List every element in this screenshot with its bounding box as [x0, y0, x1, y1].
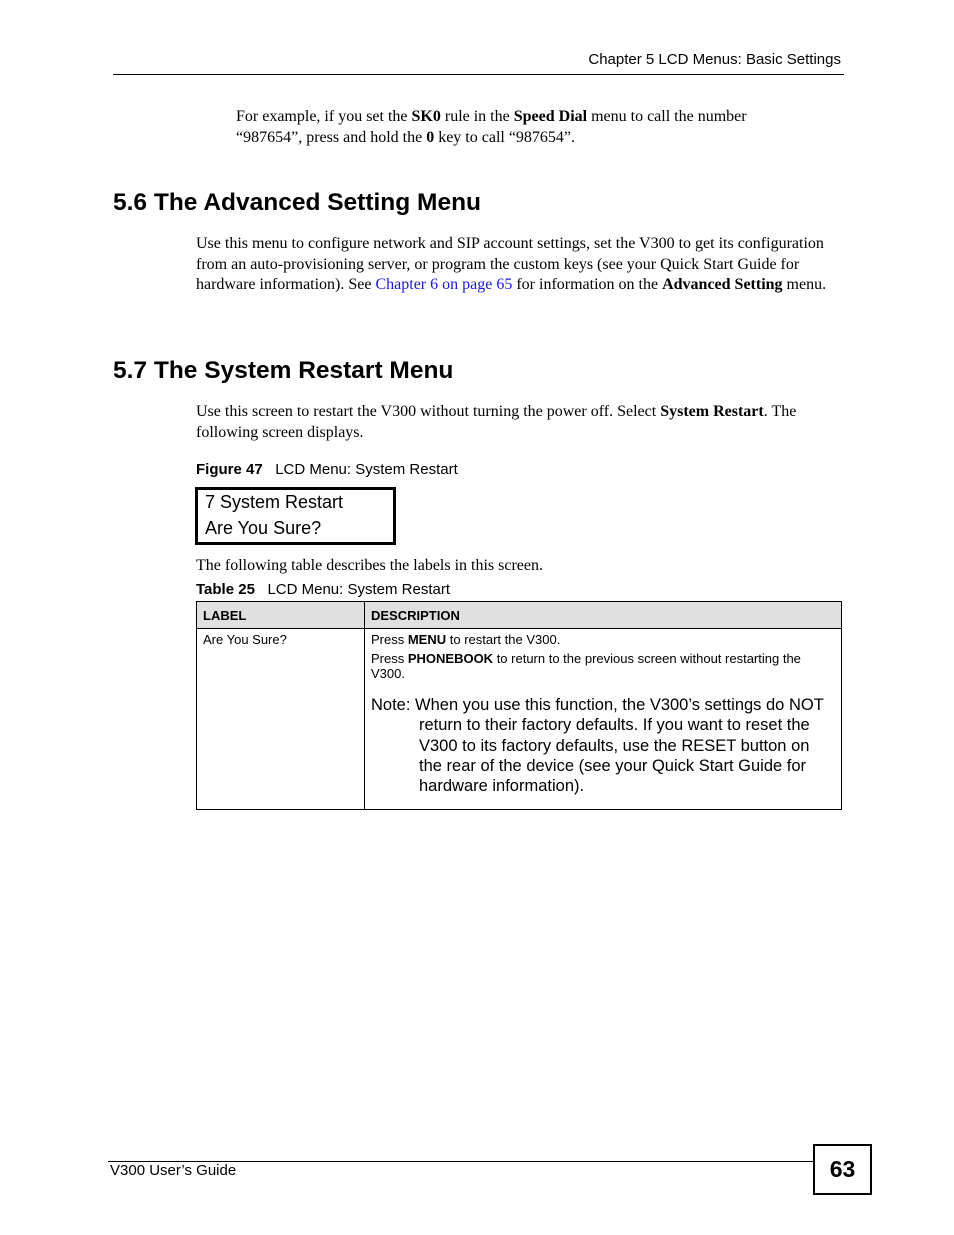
row-label: Are You Sure?	[197, 629, 365, 810]
section-5-7-heading: 5.7 The System Restart Menu	[113, 357, 454, 384]
row-description	[365, 629, 842, 810]
footer-guide-title: V300 User’s Guide	[110, 1162, 237, 1179]
table-header-row	[197, 602, 842, 629]
description-line-1: Press MENU to restart the V300.	[371, 632, 561, 647]
table-row	[197, 629, 842, 810]
table-intro: The following table describes the labels in this screen.	[196, 557, 544, 574]
intro-paragraph: For example, if you set the SK0 rule in the Speed Dial menu to call the number “987654”, press and hold the 0 key to call “987654”.	[236, 108, 747, 146]
running-header: Chapter 5 LCD Menus: Basic Settings	[588, 51, 841, 68]
section-5-7-paragraph: Use this screen to restart the V300 without turning the power off. Select System Restart. The following screen displays.	[196, 403, 797, 441]
header-description: DESCRIPTION	[365, 602, 842, 629]
lcd-line-1: 7 System Restart	[205, 492, 344, 512]
description-line-2: Press PHONEBOOK to return to the previous screen without restarting the V300.	[371, 651, 801, 681]
table-caption: Table 25 LCD Menu: System Restart	[196, 581, 450, 598]
figure-caption: Figure 47 LCD Menu: System Restart	[196, 461, 458, 478]
section-5-6-heading: 5.6 The Advanced Setting Menu	[113, 189, 482, 216]
lcd-line-2: Are You Sure?	[205, 518, 322, 538]
header-label: LABEL	[197, 602, 365, 629]
description-table	[196, 601, 842, 810]
page-number: 63	[813, 1144, 872, 1195]
section-5-6-paragraph: Use this menu to configure network and SIP account settings, set the V300 to get its configuration from an auto-provisioning server, or program the custom keys (see your Quick Start Guide for hardware information). See Chapter 6 on page 65 for information on the Advanced Setting menu.	[196, 235, 827, 293]
header-rule	[113, 74, 844, 75]
lcd-screen	[195, 487, 396, 545]
note: Note: When you use this function, the V300’s settings do NOT return to their factory defaults. If you want to reset the V300 to its factory defaults, use the RESET button on the rear of the device (see your Quick Start Guide for hardware information).	[371, 696, 824, 796]
chapter-6-link[interactable]: Chapter 6 on page 65	[375, 276, 513, 293]
